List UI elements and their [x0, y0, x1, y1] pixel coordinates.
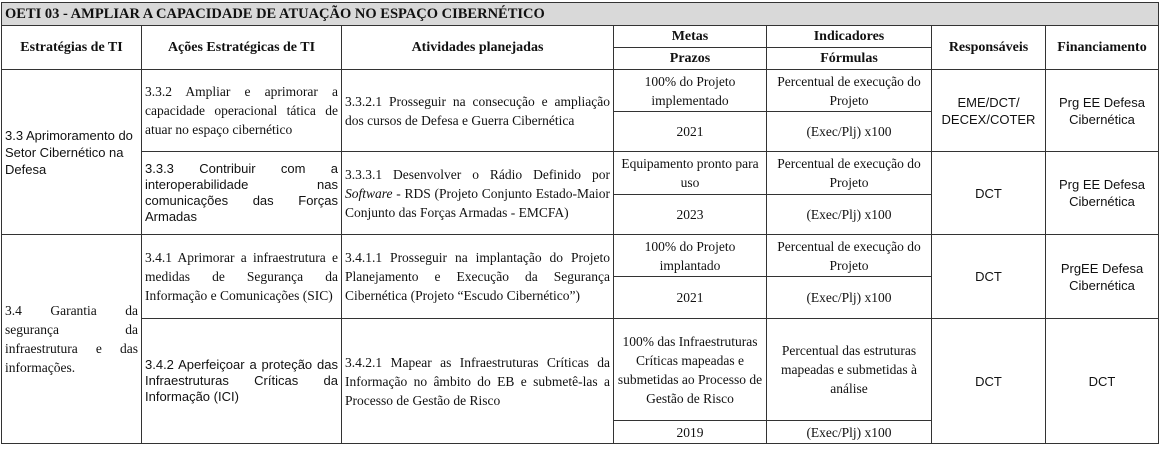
header-row: [2, 26, 1159, 48]
activity-cell: 3.4.2.1 Mapear as Infraestruturas Críticas da Informação no âmbito do EB e submetê-las a Processo de Gestão de Risco: [342, 319, 614, 444]
table-row: [2, 319, 1159, 421]
header-atividades: Atividades planejadas: [342, 26, 614, 70]
formula-cell: (Exec/Plj) x100: [767, 277, 932, 319]
responsible-cell: DCT: [932, 152, 1046, 235]
activity-text-pre: 3.3.3.1 Desenvolver o Rádio Definido por: [345, 166, 610, 182]
meta-cell: 100% do Projeto implantado: [614, 235, 767, 277]
indicator-cell: Percentual de execução do Projeto: [767, 70, 932, 112]
deadline-cell: 2021: [614, 277, 767, 319]
header-financiamento: Financiamento: [1046, 26, 1159, 70]
activity-text-software: Software: [345, 185, 393, 201]
activity-cell: 3.4.1.1 Prosseguir na implantação do Projeto Planejamento e Execução da Segurança Cibernética (Projeto “Escudo Cibernético”): [342, 235, 614, 319]
formula-cell: (Exec/Plj) x100: [767, 421, 932, 444]
deadline-cell: 2023: [614, 195, 767, 235]
activity-cell: 3.3.2.1 Prosseguir na consecução e ampliação dos cursos de Defesa e Guerra Cibernética: [342, 70, 614, 152]
activity-text-post: - RDS (Projeto Conjunto Estado-Maior Conjunto das Forças Armadas - EMCFA): [345, 185, 610, 220]
table-row: [2, 152, 1159, 195]
indicator-cell: Percentual de execução do Projeto: [767, 152, 932, 195]
indicator-cell: Percentual das estruturas mapeadas e submetidas à análise: [767, 319, 932, 421]
meta-cell: 100% das Infraestruturas Críticas mapeadas e submetidas ao Processo de Gestão de Risco: [614, 319, 767, 421]
deadline-cell: 2019: [614, 421, 767, 444]
header-metas: Metas: [614, 26, 767, 48]
header-responsaveis: Responsáveis: [932, 26, 1046, 70]
financing-cell: Prg EE Defesa Cibernética: [1046, 152, 1159, 235]
formula-cell: (Exec/Plj) x100: [767, 112, 932, 152]
activity-cell: [342, 152, 614, 235]
strategic-plan-table: [1, 2, 1159, 444]
strategy-cell: 3.4 Garantia da segurança da infraestrutura e das informações.: [2, 235, 142, 444]
action-cell: 3.4.2 Aperfeiçoar a proteção das Infraestruturas Críticas da Informação (ICI): [142, 319, 342, 444]
header-acoes: Ações Estratégicas de TI: [142, 26, 342, 70]
header-indicadores: Indicadores: [767, 26, 932, 48]
indicator-cell: Percentual de execução do Projeto: [767, 235, 932, 277]
responsible-cell: DCT: [932, 319, 1046, 444]
table-row: [2, 70, 1159, 112]
title-row: [2, 3, 1159, 26]
financing-cell: PrgEE Defesa Cibernética: [1046, 235, 1159, 319]
action-cell: 3.3.3 Contribuir com a interoperabilidade nas comunicações das Forças Armadas: [142, 152, 342, 235]
responsible-cell: DCT: [932, 235, 1046, 319]
strategy-cell: 3.3 Aprimoramento do Setor Cibernético na Defesa: [2, 70, 142, 235]
header-prazos: Prazos: [614, 48, 767, 70]
header-estrategias: Estratégias de TI: [2, 26, 142, 70]
meta-cell: Equipamento pronto para uso: [614, 152, 767, 195]
deadline-cell: 2021: [614, 112, 767, 152]
financing-cell: DCT: [1046, 319, 1159, 444]
formula-cell: (Exec/Plj) x100: [767, 195, 932, 235]
action-cell: 3.4.1 Aprimorar a infraestrutura e medidas de Segurança da Informação e Comunicações (SIC): [142, 235, 342, 319]
table-row: [2, 235, 1159, 277]
meta-cell: 100% do Projeto implementado: [614, 70, 767, 112]
action-cell: 3.3.2 Ampliar e aprimorar a capacidade operacional tática de atuar no espaço cibernético: [142, 70, 342, 152]
financing-cell: Prg EE Defesa Cibernética: [1046, 70, 1159, 152]
header-formulas: Fórmulas: [767, 48, 932, 70]
responsible-cell: EME/DCT/ DECEX/COTER: [932, 70, 1046, 152]
table-title: OETI 03 - AMPLIAR A CAPACIDADE DE ATUAÇÃO NO ESPAÇO CIBERNÉTICO: [2, 3, 1159, 26]
